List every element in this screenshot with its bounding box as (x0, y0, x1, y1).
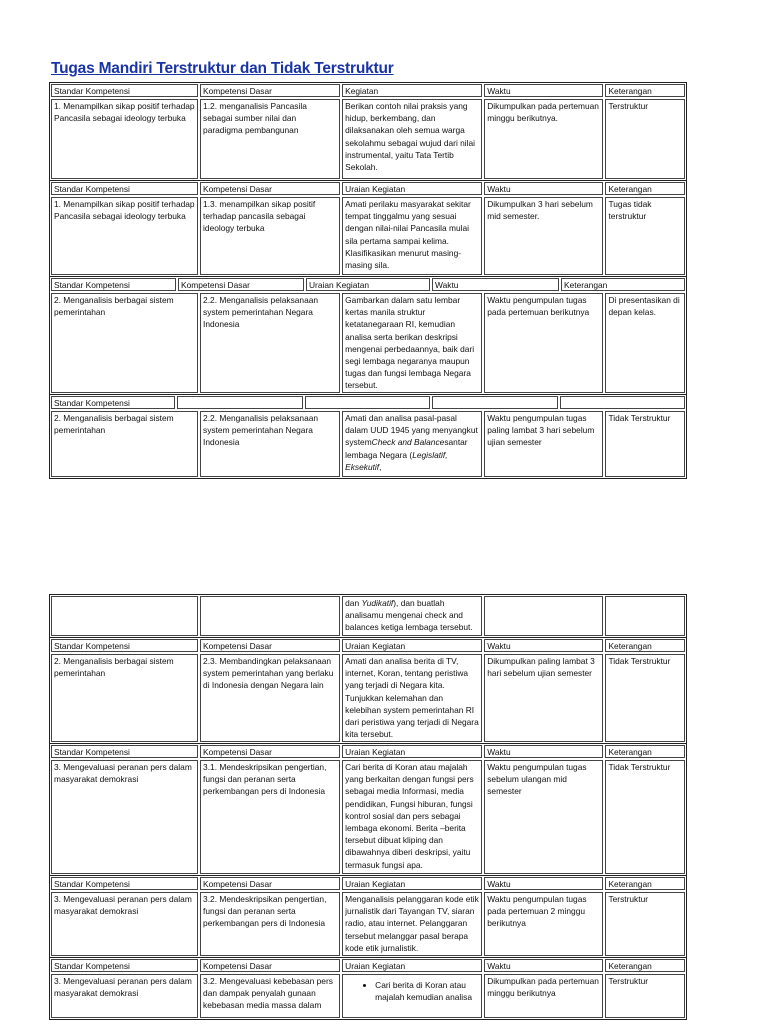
header-empty-cell (560, 396, 685, 409)
cell-waktu: Waktu pengumpulan tugas paling lambat 3 hari sebelum ujian semester (484, 411, 603, 477)
cell-keterangan: Tugas tidak terstruktur (605, 197, 685, 275)
header-standar-kompetensi: Standar Kompetensi (51, 84, 198, 97)
cell-standar-kompetensi: 3. Mengevaluasi peranan pers dalam masyarakat demokrasi (51, 892, 198, 956)
cell-kompetensi-dasar: 2.2. Menganalisis pelaksanaan system pemerintahan Negara Indonesia (200, 411, 340, 477)
header-row (50, 876, 686, 891)
header-keterangan: Keterangan (605, 877, 685, 890)
header-kompetensi-dasar: Kompetensi Dasar (200, 84, 340, 97)
kegiatan-text: ), dan buatlah analisamu mengenai check and balances ketiga lembaga tersebut. (345, 598, 473, 633)
cell-standar-kompetensi: 2. Menganalisis berbagai sistem pemerintahan (51, 411, 198, 477)
header-waktu: Waktu (484, 877, 603, 890)
task-table-part-1 (49, 82, 687, 479)
header-empty-cell (432, 396, 557, 409)
header-standar-kompetensi: Standar Kompetensi (51, 877, 198, 890)
header-uraian-kegiatan: Uraian Kegiatan (342, 639, 482, 652)
table-row (50, 759, 686, 875)
cell-keterangan: Tidak Terstruktur (605, 760, 685, 874)
header-uraian-kegiatan: Uraian Kegiatan (342, 745, 482, 758)
cell-kompetensi-dasar: 2.3. Membandingkan pelaksanaan system pemerintahan yang berlaku di Indonesia dengan Negara lain (200, 654, 340, 742)
header-uraian-kegiatan: Uraian Kegiatan (342, 877, 482, 890)
cell-standar-kompetensi: 3. Mengevaluasi peranan pers dalam masyarakat demokrasi (51, 974, 198, 1018)
kegiatan-text: santar lembaga Negara ( (345, 437, 468, 460)
cell-kegiatan: Berikan contoh nilai praksis yang hidup, berkembang, dan dilaksanakan oleh semua warga sekolahmu sebagai wujud dari nilai instrumental, yaitu Tata Tertib Sekolah. (342, 99, 482, 179)
cell-keterangan: Di presentasikan di depan kelas. (605, 293, 685, 393)
page-title: Tugas Mandiri Terstruktur dan Tidak Terstruktur (51, 60, 394, 77)
header-keterangan: Keterangan (605, 959, 685, 972)
task-table-part-2 (49, 594, 687, 1020)
cell-standar-kompetensi: 2. Menganalisis berbagai sistem pemerintahan (51, 293, 198, 393)
cell-standar-kompetensi: 1. Menampilkan sikap positif terhadap Pancasila sebagai ideology terbuka (51, 197, 198, 275)
cell-kompetensi-dasar: 3.2. Mengevaluasi kebebasan pers dan dampak penyalah gunaan kebebasan media massa dalam (200, 974, 340, 1018)
cell-waktu: Waktu pengumpulan tugas sebelum ulangan mid semester (484, 760, 603, 874)
cell-waktu: Waktu pengumpulan tugas pada pertemuan 2 minggu berikutnya (484, 892, 603, 956)
header-row (50, 277, 686, 292)
header-kompetensi-dasar: Kompetensi Dasar (200, 877, 340, 890)
header-keterangan: Keterangan (605, 639, 685, 652)
header-row (50, 744, 686, 759)
header-empty-cell (305, 396, 430, 409)
header-row (50, 638, 686, 653)
header-row (50, 395, 686, 410)
header-standar-kompetensi: Standar Kompetensi (51, 745, 198, 758)
table-row (50, 292, 686, 394)
header-standar-kompetensi: Standar Kompetensi (51, 278, 176, 291)
cell-keterangan: Terstruktur (605, 892, 685, 956)
cell-waktu: Dikumpulkan pada pertemuan minggu berikutnya (484, 974, 603, 1018)
header-standar-kompetensi: Standar Kompetensi (51, 959, 198, 972)
cell-kompetensi-dasar: 1.3. menampilkan sikap positif terhadap pancasila sebagai ideology terbuka (200, 197, 340, 275)
kegiatan-italic-text: Check and Balance (371, 437, 445, 448)
header-waktu: Waktu (432, 278, 559, 291)
table-row (50, 98, 686, 180)
header-empty-cell (177, 396, 302, 409)
header-waktu: Waktu (484, 745, 603, 758)
cell-kompetensi-dasar: 3.1. Mendeskripsikan pengertian, fungsi dan peranan serta perkembangan pers di Indonesia (200, 760, 340, 874)
header-waktu: Waktu (484, 84, 603, 97)
header-kompetensi-dasar: Kompetensi Dasar (200, 182, 340, 195)
header-kompetensi-dasar: Kompetensi Dasar (200, 639, 340, 652)
cell-empty (484, 596, 603, 636)
header-standar-kompetensi: Standar Kompetensi (51, 182, 198, 195)
bullet-list (345, 979, 479, 1003)
header-keterangan: Keterangan (605, 84, 685, 97)
header-standar-kompetensi: Standar Kompetensi (51, 396, 175, 409)
table-row (50, 891, 686, 957)
header-uraian-kegiatan: Uraian Kegiatan (306, 278, 430, 291)
cell-kompetensi-dasar: 3.2. Mendeskripsikan pengertian, fungsi dan peranan serta perkembangan pers di Indonesia (200, 892, 340, 956)
cell-kompetensi-dasar: 1.2. menganalisis Pancasila sebagai sumber nilai dan paradigma pembangunan (200, 99, 340, 179)
cell-uraian-kegiatan (342, 596, 482, 636)
cell-uraian-kegiatan: Cari berita di Koran atau majalah yang berkaitan dengan fungsi pers sebagai media Informasi, media pendidikan, Fungsi hiburan, fungsi kontrol sosial dan pers sebagai lembaga ekonomi. Berita –berita tersebut dibuat kliping dan dibawahnya diberi deskripsi, yaitu termasuk fungsi apa. (342, 760, 482, 874)
table-row-continued (50, 595, 686, 637)
header-standar-kompetensi: Standar Kompetensi (51, 639, 198, 652)
kegiatan-italic-text: Yudikatif (361, 598, 394, 608)
cell-standar-kompetensi: 3. Mengevaluasi peranan pers dalam masyarakat demokrasi (51, 760, 198, 874)
header-keterangan: Keterangan (605, 745, 685, 758)
table-row (50, 973, 686, 1019)
header-uraian-kegiatan: Uraian Kegiatan (342, 959, 482, 972)
cell-empty (605, 596, 685, 636)
cell-waktu: Waktu pengumpulan tugas pada pertemuan berikutnya (484, 293, 603, 393)
header-row (50, 83, 686, 98)
header-waktu: Waktu (484, 639, 603, 652)
kegiatan-text: , (379, 461, 382, 472)
cell-waktu: Dikumpulkan pada pertemuan minggu berikutnya. (484, 99, 603, 179)
cell-uraian-kegiatan: Amati dan analisa berita di TV, internet, Koran, tentang peristiwa yang terjadi di Negara kita. Tunjukkan kelemahan dan kelebihan system pemerintahan RI dari peristiwa yang terjadi di Negara kita tersebut. (342, 654, 482, 742)
cell-standar-kompetensi: 2. Menganalisis berbagai sistem pemerintahan (51, 654, 198, 742)
table-block (49, 394, 687, 479)
header-keterangan: Keterangan (605, 182, 685, 195)
kegiatan-italic-text: Legislatif, Eksekutif (345, 449, 448, 472)
table-row (50, 410, 686, 478)
cell-uraian-kegiatan: Amati perilaku masyarakat sekitar tempat tinggalmu yang sesuai dengan nilai-nilai Pancasila mulai sila pertama sampai kelima. Klasifikasikan menurut masing-masing sila. (342, 197, 482, 275)
cell-uraian-kegiatan: Gambarkan dalam satu lembar kertas manila struktur ketatanegaraan RI, kemudian analisa serta berikan deskripsi mengenai perbedaannya, baik dari segi lembaga negaranya maupun tugas dan fungsi lembaga Negara tersebut. (342, 293, 482, 393)
cell-keterangan: Terstruktur (605, 974, 685, 1018)
table-block (49, 82, 687, 180)
table-block (49, 180, 687, 276)
header-row (50, 181, 686, 196)
cell-empty (200, 596, 340, 636)
header-kompetensi-dasar: Kompetensi Dasar (200, 745, 340, 758)
cell-uraian-kegiatan: Menganalisis pelanggaran kode etik jurnalistik dari Tayangan TV, siaran radio, atau internet. Pelanggaran tersebut melanggar pasal berapa kode etik jurnalistik. (342, 892, 482, 956)
cell-uraian-kegiatan (342, 974, 482, 1018)
table-row (50, 196, 686, 276)
table-block (49, 637, 687, 743)
cell-empty (51, 596, 198, 636)
cell-kompetensi-dasar: 2.2. Menganalisis pelaksanaan system pemerintahan Negara Indonesia (200, 293, 340, 393)
cell-uraian-kegiatan (342, 411, 482, 477)
header-kompetensi-dasar: Kompetensi Dasar (178, 278, 304, 291)
cell-keterangan: Terstruktur (605, 99, 685, 179)
cell-waktu: Dikumpulkan 3 hari sebelum mid semester. (484, 197, 603, 275)
cell-keterangan: Tidak Terstruktur (605, 411, 685, 477)
table-block (49, 743, 687, 875)
table-block (49, 276, 687, 394)
header-kegiatan: Kegiatan (342, 84, 482, 97)
header-waktu: Waktu (484, 959, 603, 972)
header-kompetensi-dasar: Kompetensi Dasar (200, 959, 340, 972)
table-block (49, 594, 687, 637)
kegiatan-text: dan (345, 598, 362, 608)
header-waktu: Waktu (484, 182, 603, 195)
header-uraian-kegiatan: Uraian Kegiatan (342, 182, 482, 195)
cell-keterangan: Tidak Terstruktur (605, 654, 685, 742)
table-row (50, 653, 686, 743)
table-block (49, 875, 687, 957)
header-keterangan: Keterangan (561, 278, 685, 291)
list-item: • Cari berita di Koran atau majalah kemudian analisa (375, 979, 479, 1003)
cell-standar-kompetensi: 1. Menampilkan sikap positif terhadap Pancasila sebagai ideology terbuka (51, 99, 198, 179)
kegiatan-text: Amati dan analisa pasal-pasal dalam UUD 1945 yang menyangkut system (345, 413, 478, 448)
header-row (50, 958, 686, 973)
cell-waktu: Dikumpulkan paling lambat 3 hari sebelum ujian semester (484, 654, 603, 742)
table-block (49, 957, 687, 1020)
